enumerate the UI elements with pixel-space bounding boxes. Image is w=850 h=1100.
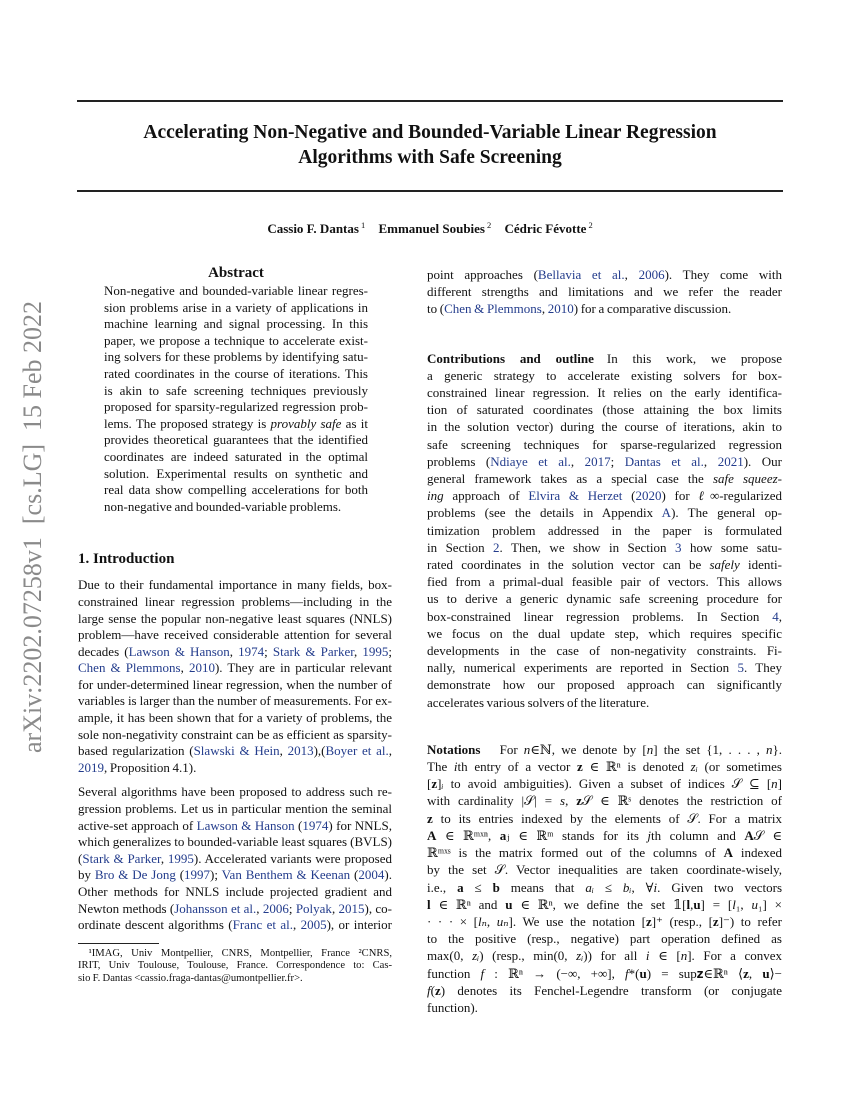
text-line: timization problem addressed in the paper is formulated bbox=[427, 522, 782, 538]
citation-link[interactable]: 2021 bbox=[717, 453, 744, 469]
bold-text: A bbox=[427, 827, 437, 843]
text-line: · · · × [lₙ, uₙ]. We use the notation [z]⁺ (resp., [z]⁻) to refer bbox=[427, 913, 783, 929]
italic-text: provably safe bbox=[270, 415, 342, 431]
text-line: paper, we propose a technique to accelerate exist- bbox=[104, 332, 368, 348]
citation-link[interactable]: 2 bbox=[493, 539, 500, 555]
left-column bbox=[78, 264, 392, 985]
text-line: accelerates various solvers of the literature. bbox=[427, 694, 650, 710]
citation-link[interactable]: Lawson & Hanson bbox=[128, 643, 230, 659]
introduction-paragraph-3 bbox=[427, 266, 782, 318]
text-line: large sense the popular non-negative least squares (NNLS) bbox=[78, 610, 392, 626]
citation-link[interactable]: 2006 bbox=[262, 900, 289, 916]
bold-text: z bbox=[576, 793, 583, 809]
text-line: general framework takes as a special case the safe squeez- bbox=[427, 471, 782, 487]
bold-text: Contributions and outline bbox=[427, 350, 594, 366]
text-line: Notations For n∈ℕ, we denote by [n] the set {1, . . . , n}. bbox=[427, 741, 783, 757]
author-name: Cassio F. Dantas bbox=[267, 221, 359, 237]
italic-text: safe squeez- bbox=[712, 471, 782, 487]
text-line: Newton methods (Johansson et al., 2006; Polyak, 2015), co- bbox=[78, 900, 393, 916]
bold-text: u bbox=[693, 896, 701, 912]
text-line: fied from a primal-dual feasible pair of vectors. This allows bbox=[427, 574, 782, 590]
text-line: sio F. Dantas <cassio.fraga-dantas@umontpellier.fr>. bbox=[78, 972, 303, 984]
bold-text: z bbox=[434, 982, 441, 998]
footnote bbox=[78, 948, 392, 985]
italic-text: i bbox=[453, 759, 458, 775]
text-line: variables is larger than the number of measurements. For ex- bbox=[78, 693, 392, 709]
bold-text: z bbox=[577, 759, 583, 775]
text-line: f(z) denotes its Fenchel-Legendre transform (or conjugate bbox=[427, 982, 782, 998]
text-line: demonstrate how our proposed approach can significantly bbox=[427, 677, 782, 693]
italic-text: n bbox=[523, 741, 531, 757]
notations-paragraph bbox=[427, 741, 782, 1016]
text-line: ing approach of Elvira & Herzet (2020) for ℓ∞-regularized bbox=[427, 488, 782, 504]
citation-link[interactable]: 1997 bbox=[184, 867, 211, 883]
citation-link[interactable]: 2010 bbox=[547, 301, 574, 317]
text-line: ℝᵐˣˢ is the matrix formed out of the columns of A indexed bbox=[427, 845, 782, 861]
citation-link[interactable]: 2004 bbox=[358, 867, 385, 883]
title-bottom-rule bbox=[77, 190, 783, 192]
author bbox=[267, 221, 365, 236]
italic-text: n bbox=[646, 741, 654, 757]
text-line: to (Chen & Plemmons, 2010) for a comparative discussion. bbox=[427, 301, 732, 317]
citation-link[interactable]: Chen & Plemmons bbox=[78, 660, 181, 676]
italic-text: u bbox=[751, 896, 758, 912]
citation-link[interactable]: Lawson & Hanson bbox=[196, 817, 295, 833]
citation-link[interactable]: 2017 bbox=[584, 453, 611, 469]
text-line: with cardinality |𝒮| = s, z𝒮 ∈ ℝˢ denotes the restriction of bbox=[427, 793, 782, 809]
text-line: non-negative and bounded-variable problems. bbox=[104, 498, 342, 514]
text-line: different strengths and limitations and we refer the reader bbox=[427, 284, 782, 300]
right-column bbox=[427, 266, 782, 1016]
citation-link[interactable]: Boyer et al. bbox=[325, 743, 389, 759]
bold-text: z bbox=[645, 913, 652, 929]
italic-text: ℓ bbox=[698, 488, 710, 504]
text-line: constrained linear regression. It relies on the early identifica- bbox=[427, 385, 782, 401]
text-line: problems (Ndiaye et al., 2017; Dantas et al., 2021). Our bbox=[427, 453, 783, 469]
citation-link[interactable]: 2013 bbox=[287, 743, 314, 759]
italic-text: aᵢ bbox=[585, 879, 594, 895]
text-line: (Stark & Parker, 1995). Accelerated variants were proposed bbox=[78, 850, 392, 866]
citation-link[interactable]: 3 bbox=[675, 539, 682, 555]
text-line: problem—have received considerable attention for several bbox=[78, 627, 392, 643]
bold-text: u bbox=[505, 896, 513, 912]
text-line: function). bbox=[427, 999, 478, 1015]
citation-link[interactable]: 1974 bbox=[238, 643, 265, 659]
author-name: Cédric Févotte bbox=[504, 221, 587, 237]
italic-text: zᵢ bbox=[472, 948, 480, 964]
italic-text: j bbox=[647, 827, 652, 843]
citation-link[interactable]: A bbox=[661, 505, 672, 521]
text-line: ing solvers for these problems by identifying satu- bbox=[104, 349, 368, 365]
bold-text: z bbox=[712, 913, 719, 929]
citation-link[interactable]: 2006 bbox=[638, 267, 665, 282]
text-line: proposed for sparsity-regularized regression prob- bbox=[104, 399, 368, 415]
text-line: nally, numerical experiments are reported in Section 5. They bbox=[427, 660, 782, 676]
bold-text: z bbox=[431, 776, 438, 792]
introduction-heading: 1. Introduction bbox=[78, 551, 175, 568]
text-line: ample, it has been shown that for a variety of problems, the bbox=[78, 710, 392, 726]
citation-link[interactable]: Bellavia et al. bbox=[537, 267, 625, 282]
text-line: a generic strategy to accelerate existing solvers for box- bbox=[427, 367, 782, 383]
text-line: active-set approach of Lawson & Hanson (1974) for NNLS, bbox=[78, 817, 392, 833]
abstract-body bbox=[104, 283, 368, 515]
text-line: IRIT, Univ Toulouse, Toulouse, France. Correspondence to: Cas- bbox=[78, 960, 392, 972]
citation-link[interactable]: Ndiaye et al. bbox=[490, 453, 571, 469]
citation-link[interactable]: Stark & Parker bbox=[82, 850, 161, 866]
affiliation-mark: 2 bbox=[588, 220, 593, 230]
text-line: sole non-negativity constraint can be as efficient as sparsity- bbox=[78, 726, 392, 742]
citation-link[interactable]: 1974 bbox=[302, 817, 329, 833]
affiliation-mark: 1 bbox=[360, 220, 366, 230]
text-line: gression problems. Let us in particular mention the seminal bbox=[78, 801, 392, 817]
bold-text: l bbox=[686, 896, 691, 912]
introduction-paragraph-1 bbox=[78, 577, 392, 776]
italic-text: ing bbox=[427, 488, 444, 504]
text-line: function f : ℝⁿ → (−∞, +∞], f*(u) = sup𝐳∈ℝⁿ ⟨z, u⟩− bbox=[427, 965, 782, 981]
text-line: Several algorithms have been proposed to address such re- bbox=[78, 784, 392, 800]
citation-link[interactable]: Chen & Plemmons bbox=[444, 301, 542, 317]
italic-text: l bbox=[732, 896, 736, 912]
text-line: [z]ᵢ to avoid ambiguities). Given a subset of indices 𝒮 ⊆ [n] bbox=[427, 776, 782, 792]
footnote-rule bbox=[78, 943, 159, 944]
arxiv-identifier: arXiv:2202.07258v1 [cs.LG] 15 Feb 2022 bbox=[18, 300, 47, 754]
text-line: max(0, zᵢ) (resp., min(0, zᵢ)) for all i ∈ [n]. For a convex bbox=[427, 948, 782, 964]
text-line: provides theoretical guarantees that the identified bbox=[104, 432, 368, 448]
title-line-2: Algorithms with Safe Screening bbox=[298, 147, 562, 168]
bold-text: l bbox=[427, 896, 431, 912]
italic-text: f bbox=[625, 965, 629, 981]
italic-text: i bbox=[653, 879, 658, 895]
text-line: based regularization (Slawski & Hein, 2013),(Boyer et al., bbox=[78, 743, 392, 759]
citation-link[interactable]: Elvira & Herzet bbox=[528, 488, 623, 504]
citation-link[interactable]: 1995 bbox=[362, 643, 389, 659]
citation-link[interactable]: 2010 bbox=[188, 660, 215, 676]
bold-text: u bbox=[639, 965, 647, 981]
citation-link[interactable]: Franc et al. bbox=[232, 917, 293, 933]
bold-text: a bbox=[457, 879, 464, 895]
text-line: in the solution vector) during the course of iterations, akin to bbox=[427, 419, 782, 435]
title-top-rule bbox=[77, 100, 783, 102]
title-line-1: Accelerating Non-Negative and Bounded-Variable Linear Regression bbox=[143, 122, 717, 143]
italic-text: safely bbox=[709, 557, 740, 573]
bold-text: u bbox=[762, 965, 770, 981]
italic-text: zᵢ bbox=[576, 948, 584, 964]
italic-text: n bbox=[771, 776, 778, 792]
italic-text: uₙ bbox=[496, 913, 509, 929]
author bbox=[505, 221, 593, 236]
bold-text: A bbox=[723, 845, 733, 861]
bold-text: b bbox=[492, 879, 500, 895]
italic-text: n bbox=[680, 948, 688, 964]
citation-link[interactable]: 5 bbox=[737, 660, 744, 676]
text-line: problems (see the details in Appendix A). The general op- bbox=[427, 505, 782, 521]
text-line: to the positive (resp., negative) part operation defined as bbox=[427, 931, 782, 947]
italic-text: f bbox=[480, 965, 485, 981]
citation-link[interactable]: Johansson et al. bbox=[174, 900, 257, 916]
bold-text: Notations bbox=[427, 741, 481, 757]
citation-link[interactable]: 2019 bbox=[78, 759, 104, 775]
text-line: tion of saturated coordinates (those attaining the box limits bbox=[427, 402, 782, 418]
text-line: box-constrained linear regression problems. In Section 4, bbox=[427, 608, 782, 624]
text-line: decades (Lawson & Hanson, 1974; Stark & Parker, 1995; bbox=[78, 643, 393, 659]
text-line: Contributions and outline In this work, we propose bbox=[427, 350, 782, 366]
italic-text: ᵢ bbox=[441, 776, 444, 792]
italic-text: s bbox=[560, 793, 566, 809]
introduction-paragraph-2 bbox=[78, 784, 392, 933]
text-line: ¹IMAG, Univ Montpellier, CNRS, Montpellier, France ²CNRS, bbox=[78, 947, 392, 959]
text-line: for under-determined linear regression, when the number of bbox=[78, 676, 392, 692]
author-list bbox=[77, 220, 783, 237]
text-line: Chen & Plemmons, 2010). They are in particular relevant bbox=[78, 660, 393, 676]
bold-text: a bbox=[499, 827, 507, 843]
text-line: lems. The proposed strategy is provably safe as it bbox=[104, 415, 368, 431]
text-line: rated coordinates in the course of iterations. This bbox=[104, 365, 368, 381]
text-line: constrained linear regression problems—including in the bbox=[78, 593, 392, 609]
text-line: Due to their fundamental importance in many fields, box- bbox=[78, 577, 392, 593]
italic-text: i bbox=[645, 948, 650, 964]
text-line: sion problems arise in a variety of applications in bbox=[104, 299, 368, 315]
contributions-paragraph bbox=[427, 350, 782, 711]
text-line: is akin to safe screening techniques previously bbox=[104, 382, 368, 398]
text-line: ordinate descent algorithms (Franc et al., 2005), or interior bbox=[78, 917, 392, 933]
text-line: Other methods for NNLS include projected gradient and bbox=[78, 884, 392, 899]
bold-text: z bbox=[743, 965, 749, 981]
bold-text: A bbox=[744, 827, 754, 843]
citation-link[interactable]: Slawski & Hein bbox=[193, 743, 280, 759]
text-line: by Bro & De Jong (1997); Van Benthem & Keenan (2004). bbox=[78, 867, 392, 883]
text-line: z to its entries indexed by the elements of 𝒮. For a matrix bbox=[427, 810, 782, 826]
text-line: The ith entry of a vector z ∈ ℝⁿ is denoted zᵢ (or sometimes bbox=[427, 759, 782, 775]
citation-link[interactable]: Stark & Parker bbox=[272, 643, 355, 659]
author bbox=[378, 221, 491, 236]
text-line: i.e., a ≤ b means that aᵢ ≤ bᵢ, ∀i. Given two vectors bbox=[427, 879, 783, 895]
text-line: we focus on the dual update step, which requires specific bbox=[427, 625, 782, 641]
italic-text: zᵢ bbox=[690, 759, 698, 775]
citation-link[interactable]: 2015 bbox=[338, 900, 365, 916]
paper-title bbox=[77, 120, 783, 170]
text-line: l ∈ ℝⁿ and u ∈ ℝⁿ, we define the set 𝟙[l,u] = [l₁, u₁] × bbox=[427, 896, 782, 912]
text-line: rated coordinates in the solution vector can be safely identi- bbox=[427, 557, 782, 573]
text-line: coordinates are indeed saturated in the optimal bbox=[104, 448, 368, 464]
citation-link[interactable]: Bro & De Jong bbox=[94, 867, 176, 883]
text-line: safe screening techniques for sparse-regularized regression bbox=[427, 436, 782, 452]
citation-link[interactable]: 1995 bbox=[167, 850, 194, 866]
text-line: Non-negative and bounded-variable linear regres- bbox=[104, 283, 368, 298]
text-line: in Section 2. Then, we show in Section 3 how some satu- bbox=[427, 539, 782, 555]
citation-link[interactable]: Dantas et al. bbox=[624, 453, 704, 469]
citation-link[interactable]: 2020 bbox=[635, 488, 662, 504]
italic-text: f bbox=[427, 982, 431, 998]
text-line: 2019, Proposition 4.1). bbox=[78, 759, 197, 775]
italic-text: n bbox=[766, 741, 773, 757]
text-line: developments in the case of non-negativity constraints. Fi- bbox=[427, 643, 782, 659]
citation-link[interactable]: 2005 bbox=[300, 917, 327, 933]
text-line: real data show compelling accelerations for both bbox=[104, 482, 368, 498]
text-line: which generalizes to bounded-variable least squares (BVLS) bbox=[78, 834, 392, 850]
text-line: by the set 𝒮. Vector inequalities are taken coordinate-wisely, bbox=[427, 862, 782, 878]
text-line: machine learning and signal processing. In this bbox=[104, 316, 368, 332]
bold-text: z bbox=[427, 810, 433, 826]
citation-link[interactable]: Polyak bbox=[295, 900, 332, 916]
text-line: solution. Experimental results on synthetic and bbox=[104, 465, 368, 481]
author-name: Emmanuel Soubies bbox=[378, 221, 485, 237]
text-line: point approaches (Bellavia et al., 2006). They come with bbox=[427, 267, 782, 282]
italic-text: lₙ bbox=[478, 913, 487, 929]
abstract-heading: Abstract bbox=[208, 265, 264, 281]
citation-link[interactable]: Van Benthem & Keenan bbox=[221, 867, 351, 883]
affiliation-mark: 2 bbox=[487, 220, 492, 230]
italic-text: bᵢ bbox=[622, 879, 632, 895]
text-line: A ∈ ℝᵐˣⁿ, aⱼ ∈ ℝᵐ stands for its jth column and A𝒮 ∈ bbox=[427, 827, 782, 843]
text-line: us to derive a generic dynamic safe screening procedure for bbox=[427, 591, 782, 607]
citation-link[interactable]: 4 bbox=[772, 608, 779, 624]
